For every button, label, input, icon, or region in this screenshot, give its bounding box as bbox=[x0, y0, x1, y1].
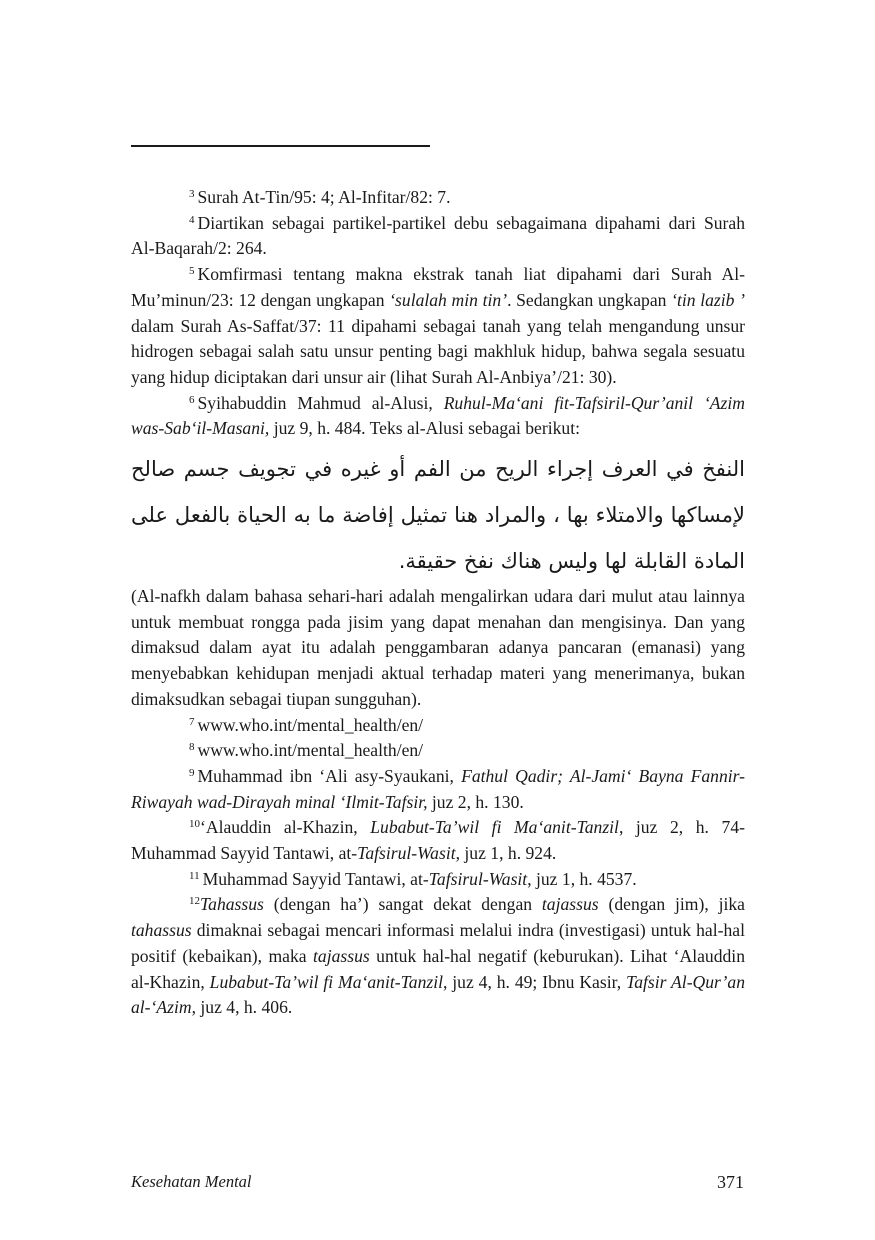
footnote-link-text: www.who.int/mental_health/en/ bbox=[197, 740, 424, 761]
footnote-text: untuk hal-hal negatif (keburukan). Lihat ‘Alauddin al-Khazin, bbox=[131, 945, 745, 992]
footnote-text: dimaknai sebagai mencari informasi melalui indra (investigasi) untuk hal-hal positif (kebaikan), maka bbox=[131, 920, 745, 966]
footnote-5 bbox=[131, 262, 745, 391]
footnote-text: Diartikan sebagai partikel-partikel debu sebagaimana dipahami dari Surah Al-Baqarah/2: 264. bbox=[131, 212, 745, 259]
footnote-number: 8 bbox=[189, 741, 195, 754]
arabic-quotation: النفخ في العرف إجراء الريح من الفم أو غيره في تجويف جسم صالح لإمساكها والامتلاء بها ، والمراد هنا تمثيل إفاضة ما به الحياة بالفعل على المادة القابلة لها وليس هناك نفخ حقيقة. bbox=[131, 457, 745, 574]
footnote-number: 7 bbox=[189, 715, 195, 728]
footnote-italic-term: Tahassus bbox=[200, 894, 264, 915]
footnote-text: ‘Alauddin al-Khazin, bbox=[200, 817, 371, 838]
footnote-book-title: Tafsirul-Wasit bbox=[428, 868, 528, 889]
footnote-9 bbox=[131, 764, 745, 815]
footnote-text: juz 9, h. 484. Teks al-Alusi sebagai berikut: bbox=[269, 418, 580, 439]
footnote-12 bbox=[131, 892, 745, 1021]
footnote-separator-rule bbox=[131, 145, 430, 147]
footnote-book-title: Tafsir Al-Qur’an al-‘Azim bbox=[131, 971, 746, 1018]
footnote-italic-term: ‘tin lazib ’ bbox=[671, 289, 746, 310]
footnote-text: Syihabuddin Mahmud al-Alusi, bbox=[197, 392, 444, 413]
footnote-italic-term: ‘sulalah min tin’ bbox=[389, 289, 508, 310]
footnote-text: , juz 1, h. 4537. bbox=[527, 868, 637, 889]
footnote-book-title: Ruhul-Ma‘ani fit-Tafsiril-Qur’anil ‘Azim was-Sab‘il-Masani, bbox=[131, 392, 745, 439]
footnote-text: Muhammad ibn ‘Ali asy-Syaukani, bbox=[197, 765, 462, 786]
footnote-text: Surah At-Tin/95: 4; Al-Infitar/82: 7. bbox=[197, 187, 451, 207]
footnote-italic-term: tajassus bbox=[541, 894, 599, 915]
footnote-number: 11 bbox=[189, 869, 200, 882]
page-number: 371 bbox=[717, 1172, 744, 1192]
footnote-number: 3 bbox=[189, 188, 195, 200]
footnote-link-text: www.who.int/mental_health/en/ bbox=[197, 714, 424, 735]
footnote-text: Muhammad Sayyid Tantawi, at- bbox=[202, 868, 429, 889]
footnote-italic-term: tajassus bbox=[313, 945, 370, 966]
footnote-book-title: Tafsirul-Wasit bbox=[357, 843, 456, 864]
footnote-text: (dengan jim), jika bbox=[598, 894, 745, 915]
quotation-translation: (Al-nafkh dalam bahasa sehari-hari adalah mengalirkan udara dari mulut atau lainnya untuk membuat rongga pada jisim yang dapat menahan dan mengisinya. Dan yang dimaksud dalam ayat itu adalah penggambaran adanya pancaran (emanasi) yang menyebabkan kehidupan menjadi aktual terhadap materi yang menerimanya, bukan dimaksudkan sebagai tiupan sungguhan). bbox=[131, 586, 745, 709]
footnote-book-title: Lubabut-Ta’wil fi Ma‘anit-Tanzil bbox=[370, 817, 619, 838]
footnote-number: 10 bbox=[189, 818, 200, 831]
footnote-text: dalam Surah As-Saffat/37: 11 dipahami sebagai tanah yang telah mengandung unsur hidrogen sebagai salah satu unsur penting bagi makhluk hidup, bahwa segala sesuatu yang hidup diciptakan dari unsur air (lihat Surah Al-Anbiya’/21: 30). bbox=[131, 315, 745, 387]
footnotes-section bbox=[131, 185, 745, 1021]
footnote-number: 4 bbox=[189, 213, 195, 226]
footnote-11 bbox=[131, 867, 745, 893]
footnote-book-title: Fathul Qadir; Al-Jami‘ Bayna Fannir-Riwayah wad-Dirayah minal ‘Ilmit-Tafsir, bbox=[131, 765, 745, 812]
footnote-4 bbox=[131, 211, 745, 262]
footnote-text: Komfirmasi tentang makna ekstrak tanah liat dipahami dari Surah Al-Mu’minun/23: 12 dengan ungkapan bbox=[131, 264, 745, 310]
footnote-text: (dengan ha’) sangat dekat dengan bbox=[263, 894, 542, 915]
footnote-8 bbox=[131, 738, 745, 764]
running-footer-title: Kesehatan Mental bbox=[131, 1172, 252, 1191]
footnote-text: , juz 4, h. 49; Ibnu Kasir, bbox=[443, 971, 627, 992]
footnote-text: , juz 1, h. 924. bbox=[455, 843, 557, 864]
footnote-text: , juz 2, h. 74- Muhammad Sayyid Tantawi, at- bbox=[131, 817, 745, 864]
footnote-3 bbox=[131, 185, 745, 211]
footnote-text: juz 2, h. 130. bbox=[427, 791, 524, 812]
footnote-text: , juz 4, h. 406. bbox=[191, 997, 293, 1018]
footnote-number: 9 bbox=[189, 766, 195, 779]
footnote-number: 5 bbox=[189, 265, 195, 278]
footnote-number: 6 bbox=[189, 393, 195, 406]
footnote-10 bbox=[131, 815, 745, 866]
footnote-7 bbox=[131, 713, 745, 739]
footnote-6 bbox=[131, 391, 745, 442]
footnote-number: 12 bbox=[189, 895, 200, 908]
footnote-italic-term: tahassus bbox=[131, 920, 192, 941]
footnote-book-title: Lubabut-Ta’wil fi Ma‘anit-Tanzil bbox=[209, 971, 443, 992]
footnote-text: . Sedangkan ungkapan bbox=[507, 289, 672, 310]
